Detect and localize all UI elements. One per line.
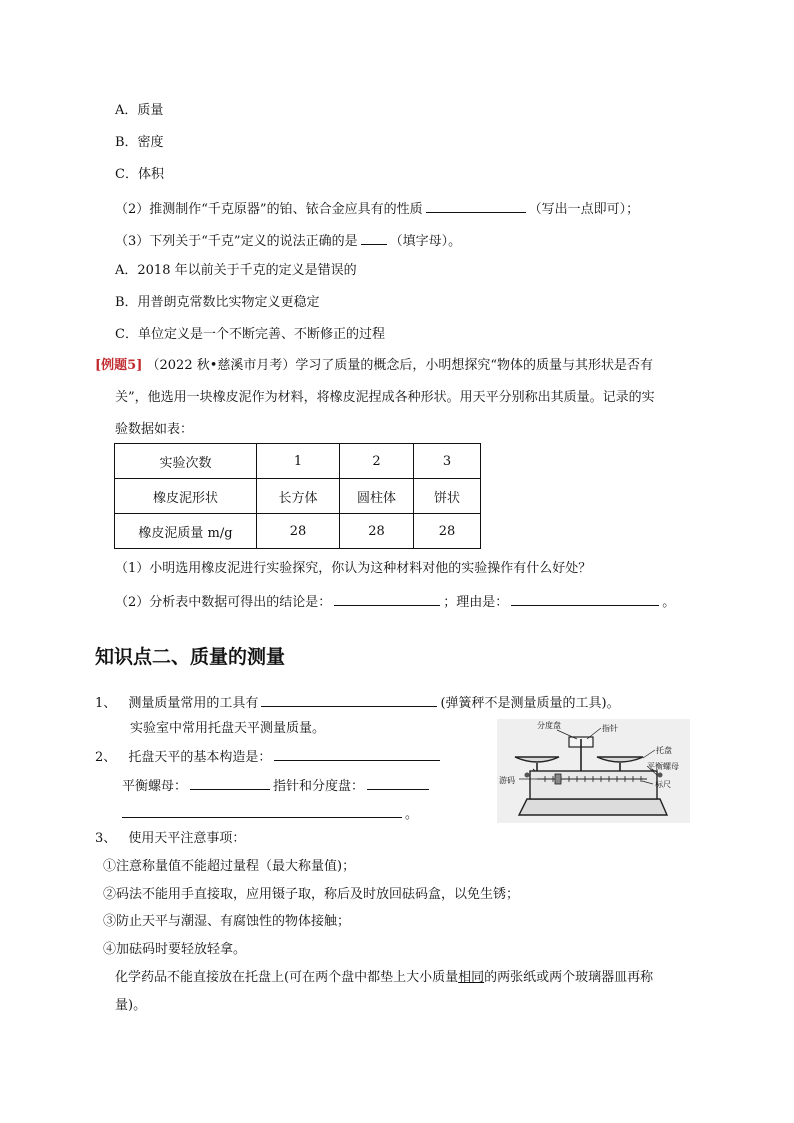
option-a-statement: A．2018 年以前关于千克的定义是错误的 — [115, 263, 357, 278]
table-cell: 橡皮泥形状 — [115, 479, 257, 514]
nut-right — [658, 773, 663, 778]
table-cell: 28 — [414, 514, 481, 549]
question-3-suffix: （填字母）。 — [389, 234, 462, 249]
table-cell: 实验次数 — [115, 444, 257, 479]
label-pointer: 指针 — [602, 724, 618, 733]
point-2-end: 。 — [405, 807, 419, 822]
point-1-note: 实验室中常用托盘天平测量质量。 — [130, 721, 326, 736]
chemical-note-c: 的两张纸或两个玻璃器皿再称 — [484, 970, 654, 985]
example-5-text1: （2022 秋•慈溪市月考）学习了质量的概念后，小明想探究“物体的质量与其形状是否有 — [146, 358, 654, 373]
table-cell: 橡皮泥质量 m/g — [115, 514, 257, 549]
point-3-number: 3、 — [95, 831, 117, 846]
point-2-nut-label: 平衡螺母： — [122, 779, 188, 794]
point-2-number: 2、 — [95, 750, 117, 765]
balance-base — [519, 799, 667, 815]
question-3-prefix: （3）下列关于“千克”定义的说法正确的是 — [115, 234, 358, 249]
example-5-line3: 验数据如表： — [115, 422, 194, 437]
list-item: ①注意称量值不能超过量程（最大称量值)； — [103, 859, 356, 874]
point-1-number: 1、 — [95, 696, 117, 711]
answer-blank[interactable] — [367, 776, 429, 790]
chemical-note-line1 — [115, 969, 653, 987]
sub-question-2-mid: ；理由是： — [443, 595, 509, 610]
table-row — [115, 444, 481, 479]
answer-blank[interactable] — [122, 804, 402, 818]
list-item: ④加砝码时要轻放轻拿。 — [103, 942, 247, 957]
data-table — [114, 443, 481, 549]
option-c-statement: C．单位定义是一个不断完善、不断修正的过程 — [115, 327, 385, 342]
example-5-line2: 关”，他选用一块橡皮泥作为材料，将橡皮泥捏成各种形状。用天平分别称出其质量。记录的实 — [115, 390, 655, 405]
question-2-suffix: （写出一点即可）； — [528, 202, 640, 217]
point-2-line2 — [122, 776, 432, 796]
point-1-prefix: 测量质量常用的工具有 — [128, 696, 259, 711]
list-item: ③防止天平与潮湿、有腐蚀性的物体接触； — [103, 914, 351, 929]
question-2-prefix: （2）推测制作“千克原器”的铂、铱合金应具有的性质 — [115, 202, 423, 217]
table-cell: 2 — [340, 444, 414, 479]
point-1-suffix: (弹簧秤不是测量质量的工具)。 — [440, 696, 620, 711]
chemical-note-line2: 量)。 — [115, 998, 147, 1013]
chemical-note-same: 相同 — [458, 970, 485, 985]
table-cell: 28 — [340, 514, 414, 549]
section-title: 知识点二、质量的测量 — [95, 646, 286, 668]
label-scale: 标尺 — [655, 780, 671, 789]
chemical-note-a: 化学药品不能直接放在托盘上(可在两个盘中都垫上大小质量 — [115, 970, 459, 985]
rider-weight — [555, 774, 561, 784]
answer-blank[interactable] — [426, 199, 526, 213]
table-cell: 1 — [257, 444, 340, 479]
table-cell: 饼状 — [414, 479, 481, 514]
table-cell: 长方体 — [257, 479, 340, 514]
table-row — [115, 479, 481, 514]
question-3 — [115, 231, 461, 251]
sub-question-2-prefix: （2）分析表中数据可得出的结论是： — [115, 595, 332, 610]
option-a-mass: A．质量 — [115, 103, 164, 118]
table-cell: 圆柱体 — [340, 479, 414, 514]
label-dial: 分度盘 — [537, 721, 561, 730]
balance-body — [530, 771, 657, 799]
option-b-density: B．密度 — [115, 135, 164, 150]
sub-question-1: （1）小明选用橡皮泥进行实验探究，你认为这种材料对他的实验操作有什么好处？ — [115, 561, 592, 576]
example-tag: [例题5] — [95, 358, 143, 373]
answer-blank[interactable] — [190, 776, 270, 790]
table-row — [115, 514, 481, 549]
answer-blank[interactable] — [261, 693, 437, 707]
answer-blank[interactable] — [274, 747, 440, 761]
label-pan: 托盘 — [656, 746, 672, 755]
point-2-line3 — [122, 804, 418, 824]
example-5-line1 — [95, 357, 653, 375]
option-b-statement: B．用普朗克常数比实物定义更稳定 — [115, 295, 320, 310]
answer-blank[interactable] — [334, 592, 440, 606]
point-2-pointer-label: 指针和分度盘： — [273, 779, 365, 794]
list-item: ②码法不能用手直接取，应用镊子取，称后及时放回砝码盒，以免生锈； — [103, 887, 520, 902]
balance-diagram — [497, 719, 690, 823]
point-2 — [95, 747, 443, 767]
sub-question-2 — [115, 592, 675, 612]
table-cell: 28 — [257, 514, 340, 549]
label-weight: 游码 — [499, 776, 515, 785]
point-3 — [95, 830, 245, 848]
table-cell: 3 — [414, 444, 481, 479]
option-c-volume: C．体积 — [115, 167, 164, 182]
point-2-prefix: 托盘天平的基本构造是： — [128, 750, 272, 765]
answer-blank[interactable] — [511, 592, 659, 606]
sub-question-2-end: 。 — [662, 595, 676, 610]
answer-blank[interactable] — [361, 231, 387, 245]
point-1 — [95, 693, 620, 713]
nut-left — [525, 773, 530, 778]
point-3-title: 使用天平注意事项： — [128, 831, 246, 846]
question-2 — [115, 199, 639, 219]
label-nut: 平衡螺母 — [647, 762, 679, 771]
